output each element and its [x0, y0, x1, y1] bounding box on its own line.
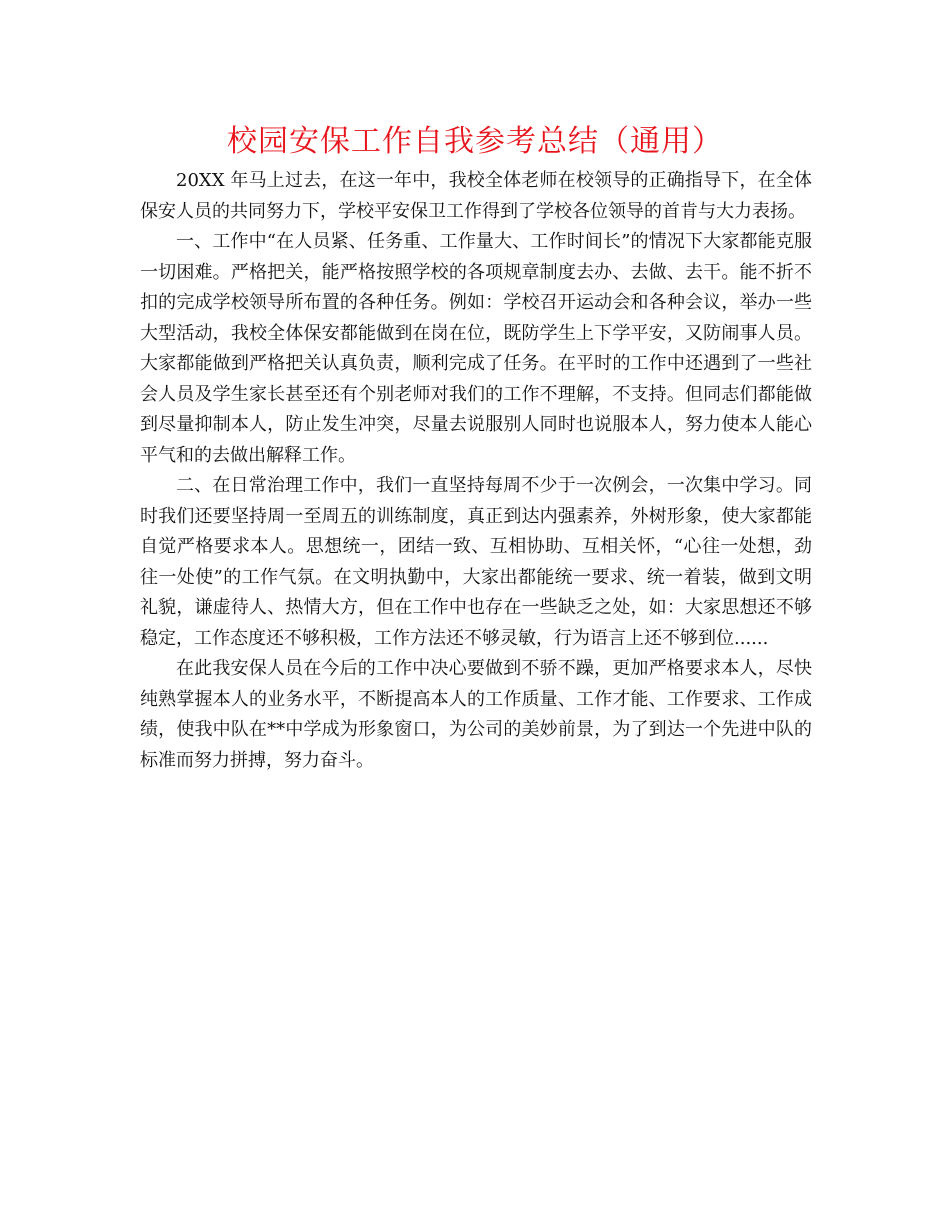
document-title: 校园安保工作自我参考总结（通用） — [227, 124, 723, 159]
paragraph-section-2: 二、在日常治理工作中，我们一直坚持每周不少于一次例会，一次集中学习。同时我们还要坚持周一至周五的训练制度，真正到达内强素养，外树形象，使大家都能自觉严格要求本人。思想统一，团结一致、互相协助、互相关怀，“心往一处想，劲往一处使”的工作气氛。在文明执勤中，大家出都能统一要求、统一着装，做到文明礼貌，谦虚待人、热情大方，但在工作中也存在一些缺乏之处，如：大家思想还不够稳定，工作态度还不够积极，工作方法还不够灵敏，行为语言上还不够到位...... — [140, 475, 812, 649]
paragraph-conclusion: 在此我安保人员在今后的工作中决心要做到不骄不躁，更加严格要求本人，尽快纯熟掌握本人的业务水平，不断提高本人的工作质量、工作才能、工作要求、工作成绩，使我中队在**中学成为形象窗口，为公司的美妙前景，为了到达一个先进中队的标准而努力拼搏，努力奋斗。 — [140, 658, 812, 771]
paragraph-section-1: 一、工作中“在人员紧、任务重、工作量大、工作时间长”的情况下大家都能克服一切困难。严格把关，能严格按照学校的各项规章制度去办、去做、去干。能不折不扣的完成学校领导所布置的各种任务。例如：学校召开运动会和各种会议，举办一些大型活动，我校全体保安都能做到在岗在位，既防学生上下学平安，又防闹事人员。大家都能做到严格把关认真负责，顺利完成了任务。在平时的工作中还遇到了一些社会人员及学生家长甚至还有个别老师对我们的工作不理解，不支持。但同志们都能做到尽量抑制本人，防止发生冲突，尽量去说服别人同时也说服本人，努力使本人能心平气和的去做出解释工作。 — [140, 231, 812, 466]
paragraph-intro: 20XX 年马上过去，在这一年中，我校全体老师在校领导的正确指导下，在全体保安人员的共同努力下，学校平安保卫工作得到了学校各位领导的首肯与大力表扬。 — [140, 170, 812, 222]
document-body — [140, 166, 812, 776]
